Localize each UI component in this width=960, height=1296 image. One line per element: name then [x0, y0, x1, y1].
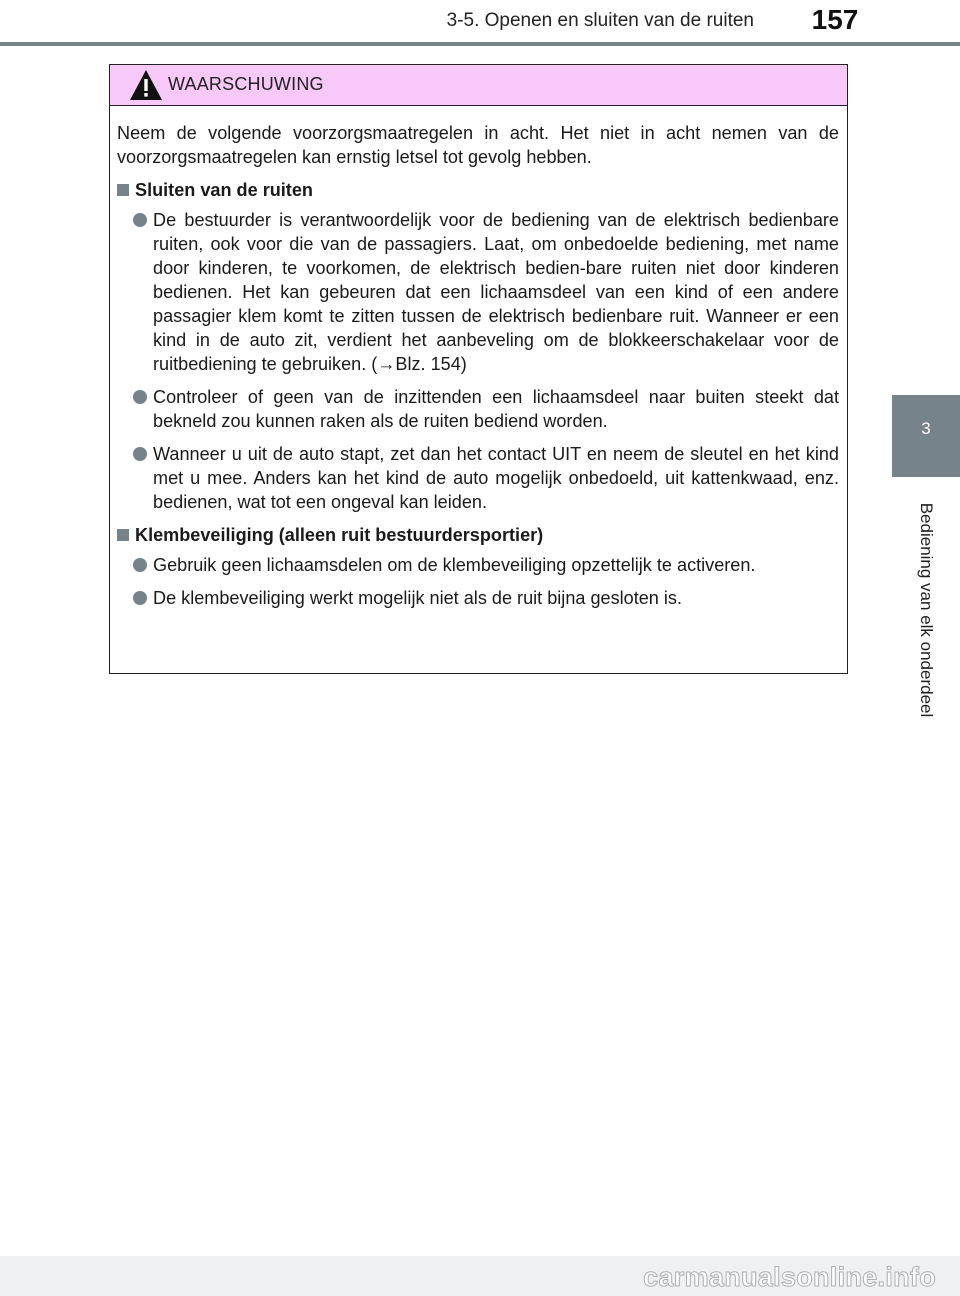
square-bullet-icon	[117, 529, 129, 541]
header-rule	[0, 42, 960, 46]
section-heading	[117, 523, 839, 547]
section-title: 3-5. Openen en sluiten van de ruiten	[446, 10, 754, 31]
list-item	[117, 442, 839, 514]
watermark-text: carmanualsonline.info	[643, 1262, 936, 1292]
square-bullet-icon	[117, 184, 129, 196]
list-item	[117, 553, 839, 577]
list-item-text: Gebruik geen lichaamsdelen om de klembeveiliging opzettelijk te activeren.	[153, 555, 756, 575]
warning-header	[110, 65, 847, 106]
watermark-band	[0, 1256, 960, 1296]
list-item-text: De bestuurder is verantwoordelijk voor de bediening van de elektrisch bedienbare ruiten, ook voor die van de passagiers. Laat, om onbedoelde bediening, met name door kinderen, te voorkomen, de elektrisch bedien-bare ruiten niet door kinderen bedienen. Het kan gebeuren dat een lichaamsdeel van een kind of een andere passagier klem komt te zitten tussen de elektrisch bedienbare ruit. Wanneer er een kind in de auto zit, verdient het aanbeveling om de blokkeerschakelaar voor de ruitbediening te gebruiken. (→Blz. 154)	[153, 210, 839, 374]
round-bullet-icon	[133, 213, 147, 227]
warning-title: WAARSCHUWING	[168, 74, 324, 94]
list-item-text: Controleer of geen van de inzittenden een lichaamsdeel naar buiten steekt dat bekneld zou kunnen raken als de ruiten bediend worden.	[153, 387, 839, 431]
section-heading-text: Sluiten van de ruiten	[135, 180, 313, 200]
warning-triangle-icon	[128, 68, 164, 102]
round-bullet-icon	[133, 558, 147, 572]
chapter-number: 3	[921, 419, 931, 438]
list-item	[117, 586, 839, 610]
list-item	[117, 385, 839, 433]
list-item-text: De klembeveiliging werkt mogelijk niet als de ruit bijna gesloten is.	[153, 588, 682, 608]
warning-intro: Neem de volgende voorzorgsmaatregelen in acht. Het niet in acht nemen van de voorzorgsmaatregelen kan ernstig letsel tot gevolg hebben.	[117, 123, 839, 167]
section-heading	[117, 178, 839, 202]
chapter-label: Bediening van elk onderdeel	[917, 502, 936, 718]
list-item	[117, 208, 839, 376]
warning-box	[109, 64, 848, 674]
section-heading-text: Klembeveiliging (alleen ruit bestuurdersportier)	[135, 525, 544, 545]
list-item-text: Wanneer u uit de auto stapt, zet dan het contact UIT en neem de sleutel en het kind met u mee. Anders kan het kind de auto mogelijk onbedoeld, uit kattenkwaad, enz. bedienen, wat tot een ongeval kan leiden.	[153, 444, 839, 512]
warning-body	[110, 106, 847, 610]
round-bullet-icon	[133, 390, 147, 404]
page-number: 157	[811, 4, 859, 35]
round-bullet-icon	[133, 447, 147, 461]
round-bullet-icon	[133, 591, 147, 605]
